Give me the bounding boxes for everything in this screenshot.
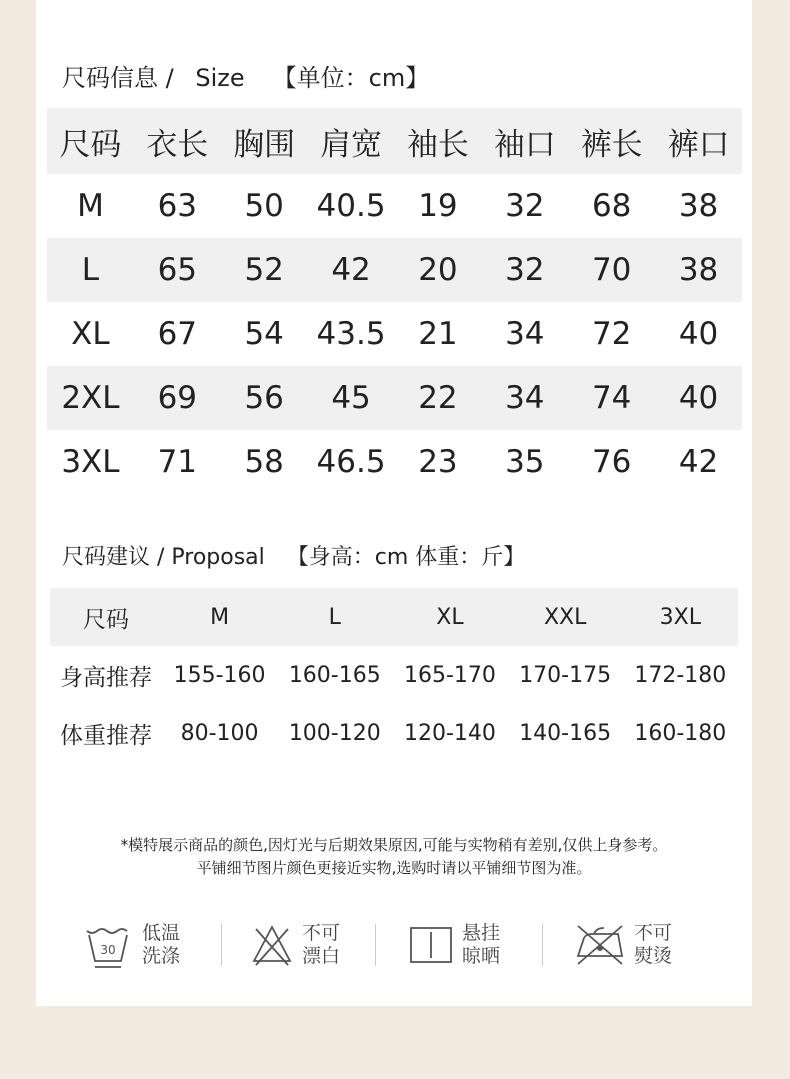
proposal-header-cell: M: [210, 604, 230, 630]
size-info-title: [62, 58, 429, 93]
size-cell: 40.5: [316, 188, 386, 224]
care-label: [634, 922, 672, 968]
care-label-line: 不可: [302, 922, 341, 944]
size-cell: 74: [591, 380, 632, 416]
proposal-table-row: [50, 646, 738, 704]
hang-dry-icon: [408, 924, 454, 966]
size-cell: 50: [244, 188, 284, 224]
size-cell: 38: [678, 252, 719, 288]
proposal-table-row: [50, 704, 738, 762]
size-cell: 56: [244, 380, 284, 416]
size-header-cell: 肩宽: [320, 126, 383, 163]
care-divider: [221, 924, 222, 966]
proposal-cell: 160-165: [288, 662, 381, 688]
proposal-cell: 120-140: [404, 720, 496, 746]
size-cell: 67: [157, 316, 198, 352]
proposal-cell: 80-100: [180, 720, 259, 746]
size-header-cell: 裤口: [667, 126, 730, 163]
size-cell: 2XL: [61, 380, 120, 416]
size-table-row: [47, 302, 742, 366]
size-cell: 65: [157, 252, 198, 288]
care-label-line: 洗涤: [142, 945, 181, 967]
size-cell: 19: [418, 188, 458, 224]
care-divider: [375, 924, 376, 966]
size-cell: 23: [418, 444, 458, 480]
size-cell: 34: [505, 316, 545, 352]
size-cell: 71: [157, 444, 198, 480]
size-table-header: [47, 108, 742, 174]
proposal-header-cell: 3XL: [659, 604, 701, 630]
size-cell: XL: [71, 316, 110, 352]
size-cell: 42: [331, 252, 371, 288]
proposal-header-cell: XL: [436, 604, 464, 630]
care-label-line: 悬挂: [462, 922, 501, 944]
care-item-wash: [84, 915, 180, 975]
size-table-row: [47, 366, 742, 430]
proposal-title-text: 尺码建议 / Proposal: [62, 545, 265, 570]
size-cell: 35: [505, 444, 545, 480]
proposal-cell: 140-165: [519, 720, 612, 746]
size-table-row: [47, 430, 742, 494]
proposal-table-header: [50, 588, 738, 646]
size-cell: M: [77, 188, 104, 224]
size-info-title-cn: 尺码信息 /: [62, 64, 174, 92]
size-header-cell: 尺码: [59, 126, 122, 163]
note-line-1: *模特展示商品的颜色,因灯光与后期效果原因,可能与实物稍有差别,仅供上身参考。: [120, 836, 668, 854]
proposal-cell: 170-175: [519, 662, 612, 688]
size-cell: 20: [418, 252, 458, 288]
size-cell: 43.5: [316, 316, 386, 352]
proposal-unit: 【身高：cm 体重：斤】: [286, 545, 526, 570]
size-header-cell: 袖长: [406, 126, 469, 163]
care-item-iron: [574, 915, 672, 975]
size-cell: 21: [418, 316, 458, 352]
size-cell: 34: [505, 380, 545, 416]
proposal-cell: 160-180: [634, 720, 727, 746]
no-bleach-icon: [250, 923, 294, 967]
size-cell: 54: [244, 316, 284, 352]
care-item-hang: [408, 915, 500, 975]
wash-30-icon: [84, 921, 134, 969]
proposal-cell: 165-170: [404, 662, 496, 688]
size-table: [47, 108, 742, 494]
size-table-row: [47, 238, 742, 302]
care-divider: [542, 924, 543, 966]
proposal-cell: 155-160: [173, 662, 266, 688]
care-label: [142, 922, 180, 968]
size-cell: 45: [331, 380, 371, 416]
size-header-cell: 裤长: [580, 126, 643, 163]
proposal-title: [62, 540, 525, 571]
note-line-2: 平铺细节图片颜色更接近实物,选购时请以平铺细节图为准。: [196, 859, 592, 877]
size-header-cell: 胸围: [233, 126, 296, 163]
no-iron-icon: [574, 922, 626, 968]
size-cell: 22: [418, 380, 458, 416]
proposal-cell: 身高推荐: [60, 664, 152, 691]
size-cell: 3XL: [61, 444, 120, 480]
size-cell: 40: [678, 316, 719, 352]
care-label: [302, 922, 340, 968]
size-cell: 46.5: [316, 444, 386, 480]
size-info-unit: 【单位：cm】: [272, 64, 430, 92]
size-header-cell: 袖口: [493, 126, 556, 163]
size-cell: 52: [244, 252, 284, 288]
size-cell: 69: [157, 380, 198, 416]
size-cell: 42: [678, 444, 719, 480]
size-info-title-en: Size: [195, 64, 245, 92]
care-label: [462, 922, 500, 968]
size-cell: 40: [678, 380, 719, 416]
proposal-table: [50, 588, 738, 762]
proposal-cell: 100-120: [288, 720, 381, 746]
size-cell: L: [81, 252, 100, 288]
size-cell: 68: [591, 188, 632, 224]
care-item-bleach: [250, 915, 340, 975]
proposal-cell: 172-180: [634, 662, 727, 688]
size-cell: 32: [505, 252, 545, 288]
size-cell: 58: [244, 444, 284, 480]
proposal-cell: 体重推荐: [60, 722, 152, 749]
care-label-line: 晾晒: [462, 945, 501, 967]
size-table-row: [47, 174, 742, 238]
proposal-header-cell: XXL: [543, 604, 587, 630]
size-cell: 38: [678, 188, 719, 224]
size-header-cell: 衣长: [146, 126, 209, 163]
care-label-line: 漂白: [302, 945, 341, 967]
proposal-header-cell: L: [328, 604, 341, 630]
size-cell: 32: [505, 188, 545, 224]
proposal-header-cell: 尺码: [83, 606, 129, 633]
care-label-line: 熨烫: [634, 945, 673, 967]
wash-temp-label: 30: [100, 943, 116, 957]
size-cell: 70: [591, 252, 632, 288]
size-cell: 63: [157, 188, 198, 224]
care-label-line: 低温: [142, 922, 181, 944]
care-label-line: 不可: [634, 922, 673, 944]
size-cell: 72: [591, 316, 632, 352]
size-cell: 76: [591, 444, 632, 480]
